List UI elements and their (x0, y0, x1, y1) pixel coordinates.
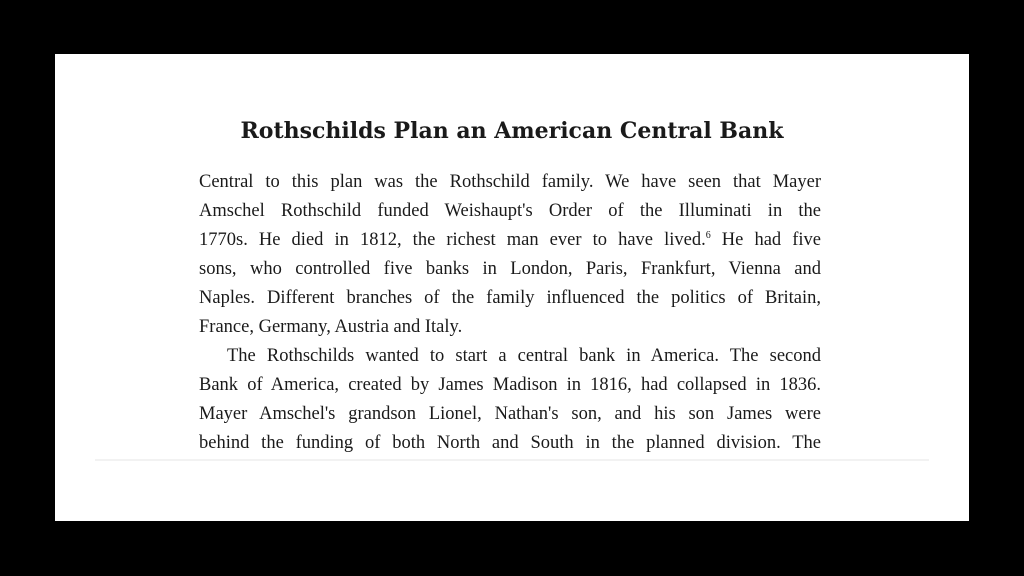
text-line: Amschel Rothschild funded Weishaupt's Order of the Illuminati in the (199, 201, 821, 221)
text-segment: 1770s. He died in 1812, the richest man ever to have lived. (199, 230, 706, 250)
section-heading: Rothschilds Plan an American Central Bank (240, 118, 784, 144)
footnote-marker: 6 (705, 229, 711, 241)
text-line: Naples. Different branches of the family influenced the politics of Britain, (199, 288, 821, 308)
text-line (199, 226, 821, 255)
text-line: France, Germany, Austria and Italy. (199, 317, 463, 337)
text-line: Bank of America, created by James Madison in 1816, had collapsed in 1836. (199, 375, 821, 395)
text-line: Central to this plan was the Rothschild family. We have seen that Mayer (199, 172, 821, 192)
text-line: Mayer Amschel's grandson Lionel, Nathan's son, and his son James were (199, 404, 821, 424)
text-line: behind the funding of both North and South in the planned division. The (199, 433, 821, 453)
text-segment: He had five (710, 230, 821, 250)
page-cut-edge (95, 459, 929, 461)
body-text (199, 168, 821, 458)
text-line: sons, who controlled five banks in London, Paris, Frankfurt, Vienna and (199, 259, 821, 279)
text-line: The Rothschilds wanted to start a central bank in America. The second (227, 346, 821, 366)
book-page (55, 54, 969, 521)
